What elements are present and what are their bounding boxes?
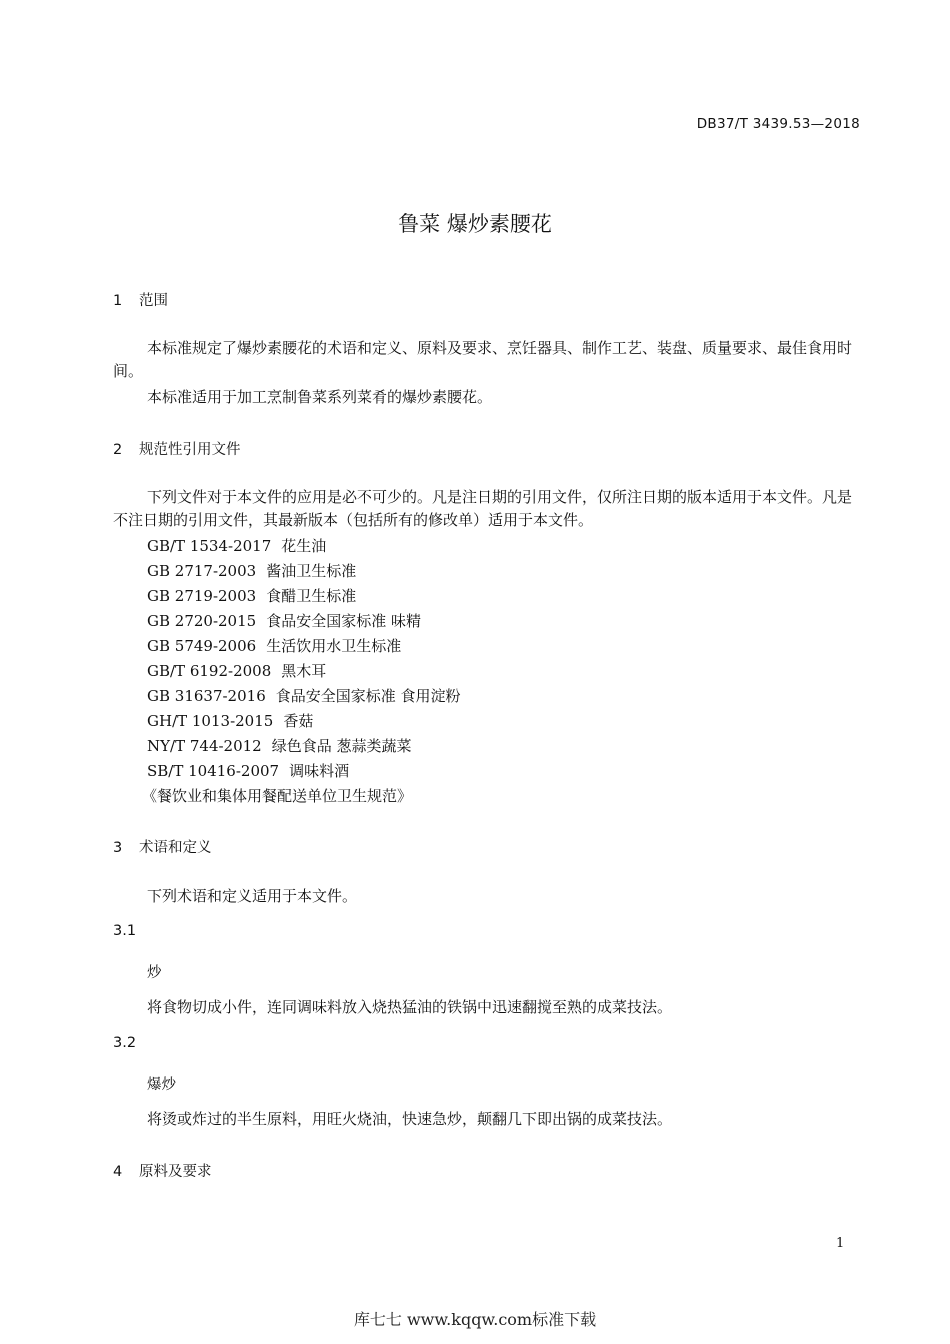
reference-code: GB/T 6192-2008: [147, 662, 272, 680]
reference-name: 花生油: [281, 537, 327, 555]
paragraph-text: 下列文件对于本文件的应用是必不可少的。凡是注日期的引用文件，仅所注日期的版本适用于本文件。凡是不注日期的引用文件，其最新版本（包括所有的修改单）适用于本文件。: [113, 488, 853, 529]
section-title: 范围: [139, 293, 168, 309]
reference-name: 绿色食品 葱蒜类蔬菜: [271, 737, 412, 755]
reference-name: 黑木耳: [281, 662, 327, 680]
term-3-2-name: 爆炒: [147, 1077, 176, 1093]
section-number: 2: [113, 442, 123, 458]
paragraph-text: 本标准适用于加工烹制鲁菜系列菜肴的爆炒素腰花。: [147, 388, 493, 406]
reference-item-extra: 《餐饮业和集体用餐配送单位卫生规范》: [142, 787, 413, 805]
section-title: 术语和定义: [139, 840, 212, 856]
term-3-1-definition: 将食物切成小件，连同调味料放入烧热猛油的铁锅中迅速翻搅至熟的成菜技法。: [147, 998, 673, 1016]
term-3-2-definition: 将烫或炸过的半生原料，用旺火烧油，快速急炒，颠翻几下即出锅的成菜技法。: [147, 1110, 673, 1128]
section-title: 原料及要求: [139, 1164, 212, 1180]
reference-name: 食品安全国家标准 味精: [266, 612, 421, 630]
reference-code: GB 31637-2016: [147, 687, 266, 705]
section-1-heading: [113, 289, 168, 310]
section-2-paragraph-1: [113, 486, 860, 532]
section-1-paragraph-2: [113, 386, 860, 409]
reference-item: [147, 634, 401, 659]
section-number: 4: [113, 1164, 123, 1180]
reference-name: 酱油卫生标准: [266, 562, 357, 580]
reference-item: [147, 584, 356, 609]
section-4-heading: [113, 1160, 212, 1181]
page-number: 1: [836, 1236, 845, 1251]
reference-code: GB 5749-2006: [147, 637, 257, 655]
reference-code: GB/T 1534-2017: [147, 537, 272, 555]
reference-code: GB 2717-2003: [147, 562, 257, 580]
term-3-1-name: 炒: [147, 965, 162, 981]
reference-code: GH/T 1013-2015: [147, 712, 274, 730]
section-number: 3: [113, 840, 123, 856]
reference-item: [147, 559, 356, 584]
reference-item: [147, 709, 313, 734]
reference-name: 食品安全国家标准 食用淀粉: [275, 687, 461, 705]
document-title: 鲁菜 爆炒素腰花: [398, 212, 552, 236]
footer-watermark: 库七七 www.kqqw.com标准下载: [353, 1310, 597, 1329]
section-2-heading: [113, 438, 241, 459]
paragraph-text: 本标准规定了爆炒素腰花的术语和定义、原料及要求、烹饪器具、制作工艺、装盘、质量要求、最佳食用时间。: [113, 339, 853, 380]
reference-item: [147, 759, 349, 784]
section-3-paragraph-1: 下列术语和定义适用于本文件。: [147, 887, 358, 905]
reference-item: [147, 659, 326, 684]
reference-code: NY/T 744-2012: [147, 737, 262, 755]
reference-item: [147, 534, 326, 559]
section-title: 规范性引用文件: [139, 442, 241, 458]
reference-name: 食醋卫生标准: [266, 587, 357, 605]
reference-code: SB/T 10416-2007: [147, 762, 280, 780]
standard-code: DB37/T 3439.53—2018: [696, 116, 860, 132]
term-3-1-number: 3.1: [113, 923, 137, 939]
reference-item: [147, 609, 421, 634]
reference-name: 调味料酒: [289, 762, 350, 780]
section-number: 1: [113, 293, 123, 309]
section-1-paragraph-1: [113, 337, 860, 383]
reference-name: 香菇: [283, 712, 314, 730]
section-3-heading: [113, 836, 212, 857]
term-3-2-number: 3.2: [113, 1035, 137, 1051]
reference-code: GB 2719-2003: [147, 587, 257, 605]
reference-item: [147, 684, 461, 709]
reference-name: 生活饮用水卫生标准: [266, 637, 402, 655]
reference-code: GB 2720-2015: [147, 612, 257, 630]
reference-item: [147, 734, 412, 759]
